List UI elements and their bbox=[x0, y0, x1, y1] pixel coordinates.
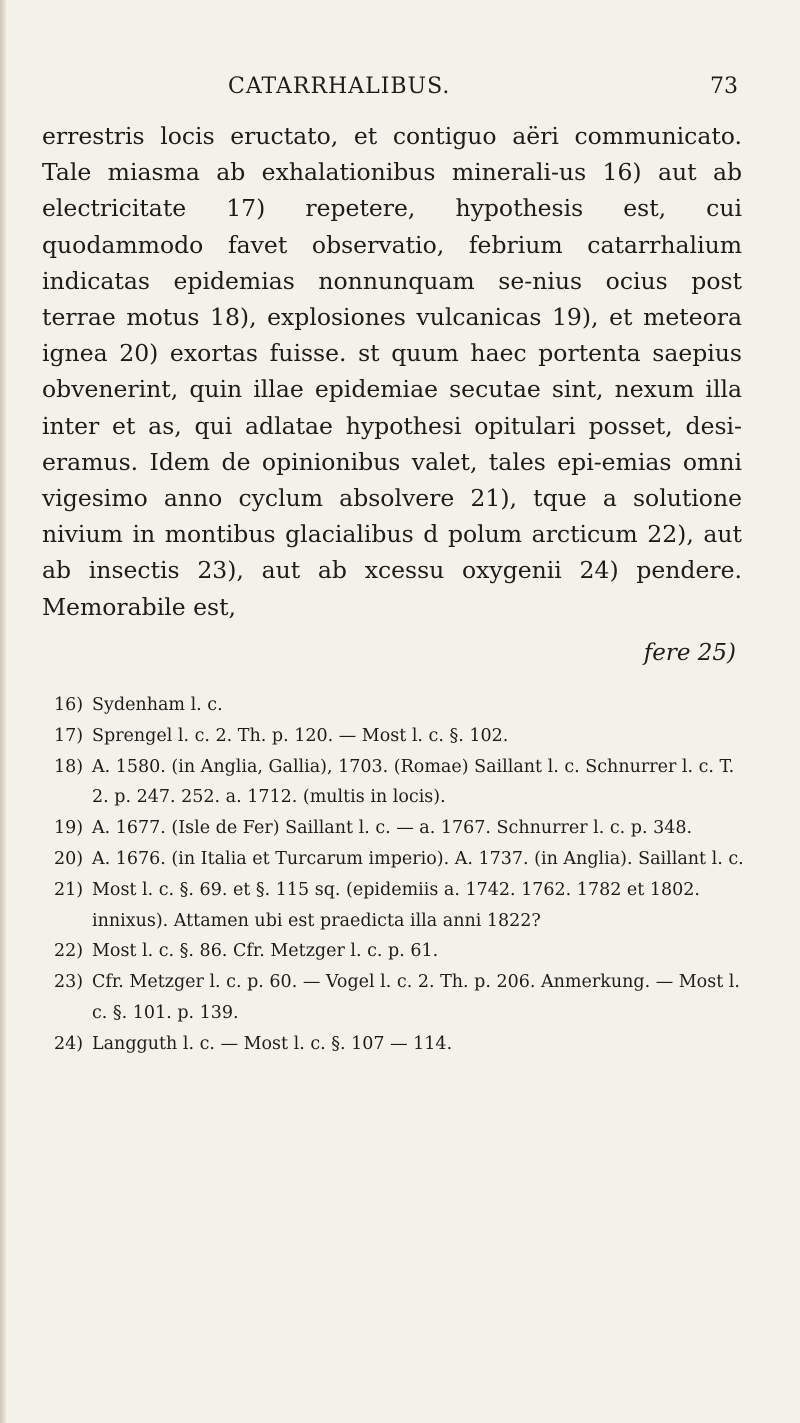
footnote-number: 17) bbox=[54, 725, 84, 746]
footnote-text: A. 1580. (in Anglia, Gallia), 1703. (Romae) Saillant l. c. Schnurrer l. c. T. 2. p. 247. 252. a. 1712. (multis in locis). bbox=[92, 756, 735, 808]
footnote-number: 22) bbox=[54, 941, 84, 962]
page-number: 73 bbox=[710, 74, 738, 99]
footnote-text: Sprengel l. c. 2. Th. p. 120. — Most l. c. §. 102. bbox=[92, 725, 509, 746]
footnote-17 bbox=[54, 721, 754, 752]
footnote-text: A. 1676. (in Italia et Turcarum imperio). A. 1737. (in Anglia). Saillant l. c. bbox=[92, 848, 744, 869]
footnote-text: Sydenham l. c. bbox=[92, 695, 223, 715]
footnote-23 bbox=[54, 967, 754, 1029]
footnote-number: 18) bbox=[54, 756, 84, 777]
footnote-text: Most l. c. §. 69. et §. 115 sq. (epidemiis a. 1742. 1762. 1782 et 1802. innixus). Attamen ubi est praedicta illa anni 1822? bbox=[92, 879, 700, 931]
footnote-number: 19) bbox=[54, 818, 84, 839]
footnote-number: 20) bbox=[54, 848, 84, 869]
footnote-21 bbox=[54, 875, 754, 937]
footnote-number: 16) bbox=[54, 695, 84, 715]
page-header bbox=[0, 74, 800, 104]
footnote-number: 23) bbox=[54, 972, 84, 993]
footnote-number: 21) bbox=[54, 879, 84, 900]
footnote-text: Cfr. Metzger l. c. p. 60. — Vogel l. c. 2. Th. p. 206. Anmerkung. — Most l. c. §. 101. p. 139. bbox=[92, 972, 740, 1023]
footnote-16 bbox=[54, 690, 754, 721]
footnotes bbox=[54, 690, 754, 1060]
footnote-text: A. 1677. (Isle de Fer) Saillant l. c. — a. 1767. Schnurrer l. c. p. 348. bbox=[92, 818, 693, 839]
catchword: fere 25) bbox=[643, 640, 736, 666]
footnote-text: Most l. c. §. 86. Cfr. Metzger l. c. p. 61. bbox=[92, 941, 439, 962]
footnote-24 bbox=[54, 1029, 754, 1060]
footnote-18 bbox=[54, 752, 754, 814]
footnote-text: Langguth l. c. — Most l. c. §. 107 — 114. bbox=[92, 1033, 453, 1054]
footnote-22 bbox=[54, 936, 754, 967]
main-text bbox=[42, 118, 742, 625]
footnote-19 bbox=[54, 813, 754, 844]
paragraph: errestris locis eructato, et contiguo aëri communicato. Tale miasma ab exhalationibus minerali-us 16) aut ab electricitate 17) repetere, hypothesis est, cui quodammodo favet observatio, febrium catarrhalium indicatas epidemias nonnunquam se-nius ocius post terrae motus 18), explosiones vulcanicas 19), et meteora ignea 20) exortas fuisse. st quum haec portenta saepius obvenerint, quin illae epidemiae secutae sint, nexum illa inter et as, qui adlatae hypothesi opitulari posset, desi-eramus. Idem de opinionibus valet, tales epi-emias omni vigesimo anno cyclum absolvere 21), tque a solutione nivium in montibus glacialibus d polum arcticum 22), aut ab insectis 23), aut ab xcessu oxygenii 24) pendere. Memorabile est, bbox=[42, 122, 742, 621]
page-edge bbox=[0, 0, 6, 1423]
footnote-20 bbox=[54, 844, 754, 875]
footnote-number: 24) bbox=[54, 1033, 84, 1054]
running-head: CATARRHALIBUS. bbox=[228, 74, 451, 99]
